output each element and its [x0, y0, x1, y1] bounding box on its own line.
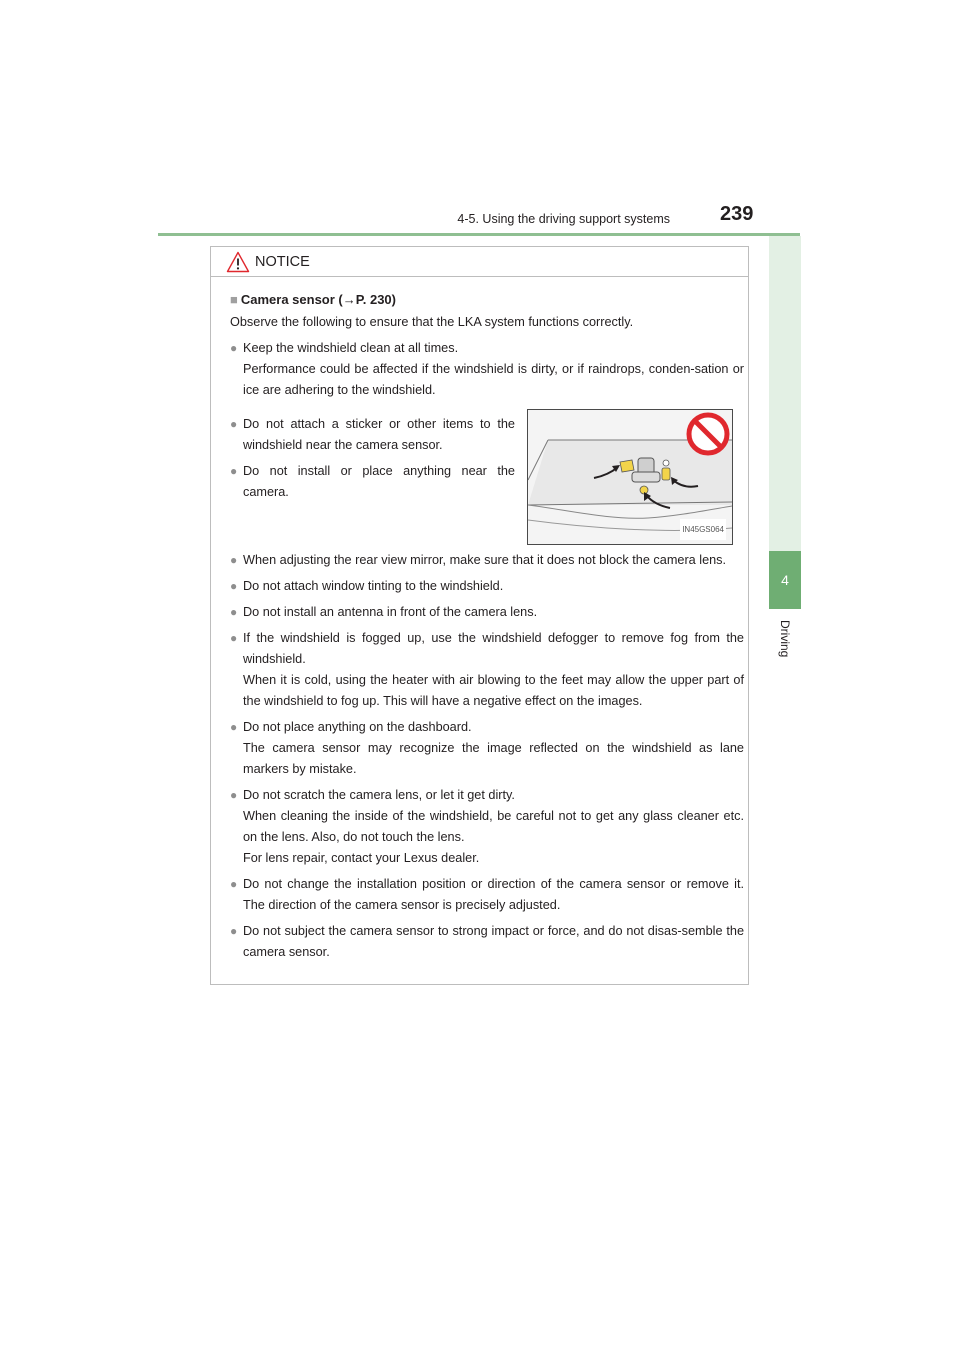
bullet-text: Do not install or place anything near the camera.	[243, 464, 515, 499]
bullet-list-bottom	[230, 550, 744, 963]
bullet-item	[230, 338, 744, 401]
bullet-text: Keep the windshield clean at all times. Performance could be affected if the windshield is dirty, or if raindrops, conden-sation or ice are adhering to the windshield.	[243, 341, 744, 397]
figure-code: IN45GS064	[680, 519, 726, 540]
bullet-item	[230, 717, 744, 780]
bullet-dot-icon: ●	[230, 579, 238, 593]
bullet-dot-icon: ●	[230, 720, 238, 734]
bullet-list-top	[230, 338, 744, 401]
bullet-dot-icon: ●	[230, 341, 238, 355]
chapter-tab-number: 4	[769, 551, 801, 609]
bullet-text: If the windshield is fogged up, use the windshield defogger to remove fog from the windshield. When it is cold, using the heater with air blowing to the feet may allow the upper part of the windshield to fog up. This will have a negative effect on the images.	[243, 631, 744, 708]
bullet-item	[230, 921, 744, 963]
bullet-item	[230, 550, 744, 571]
bullet-text: Do not change the installation position or direction of the camera sensor or remove it. The direction of the camera sensor is precisely adjusted.	[243, 877, 744, 912]
bullet-text: Do not install an antenna in front of the camera lens.	[243, 605, 538, 619]
bullet-dot-icon: ●	[230, 924, 238, 938]
bullet-list-figure	[230, 409, 515, 503]
bullet-text: Do not subject the camera sensor to strong impact or force, and do not disas-semble the camera sensor.	[243, 924, 744, 959]
bullet-text: Do not place anything on the dashboard. The camera sensor may recognize the image reflected on the windshield as lane markers by mistake.	[243, 720, 744, 776]
section-intro: Observe the following to ensure that the LKA system functions correctly.	[230, 315, 634, 329]
windshield-camera-illustration	[527, 409, 733, 545]
warning-triangle-icon	[226, 251, 250, 273]
bullet-item	[230, 874, 744, 916]
bullet-item	[230, 628, 744, 712]
notice-box	[210, 246, 749, 985]
bullet-item	[230, 461, 515, 503]
bullet-figure-row	[230, 409, 744, 545]
running-header-section: 4-5. Using the driving support systems	[457, 212, 670, 226]
bullet-item	[230, 602, 744, 623]
page-number: 239	[720, 203, 754, 225]
notice-header	[211, 247, 748, 277]
section-heading-text: Camera sensor (→P. 230)	[240, 292, 396, 307]
notice-title: NOTICE	[255, 254, 310, 270]
bullet-text: When adjusting the rear view mirror, make sure that it does not block the camera lens.	[243, 553, 727, 567]
chapter-tab-label: Driving	[778, 620, 792, 658]
bullet-item	[230, 785, 744, 869]
bullet-dot-icon: ●	[230, 605, 238, 619]
bullet-dot-icon: ●	[230, 631, 238, 645]
bullet-dot-icon: ●	[230, 464, 238, 478]
section-heading	[230, 289, 744, 310]
bullet-dot-icon: ●	[230, 788, 238, 802]
square-bullet-icon: ■	[230, 292, 238, 307]
bullet-item	[230, 576, 744, 597]
notice-content	[230, 289, 744, 963]
bullet-dot-icon: ●	[230, 877, 238, 891]
header-divider	[158, 233, 800, 236]
bullet-item	[230, 414, 515, 456]
bullet-text: Do not attach a sticker or other items to the windshield near the camera sensor.	[243, 417, 515, 452]
bullet-dot-icon: ●	[230, 417, 238, 431]
bullet-text: Do not scratch the camera lens, or let it get dirty. When cleaning the inside of the windshield, be careful not to get any glass cleaner etc. on the lens. Also, do not touch the lens. For lens repair, contact your Lexus dealer.	[243, 788, 744, 865]
bullet-text: Do not attach window tinting to the windshield.	[243, 579, 504, 593]
bullet-dot-icon: ●	[230, 553, 238, 567]
